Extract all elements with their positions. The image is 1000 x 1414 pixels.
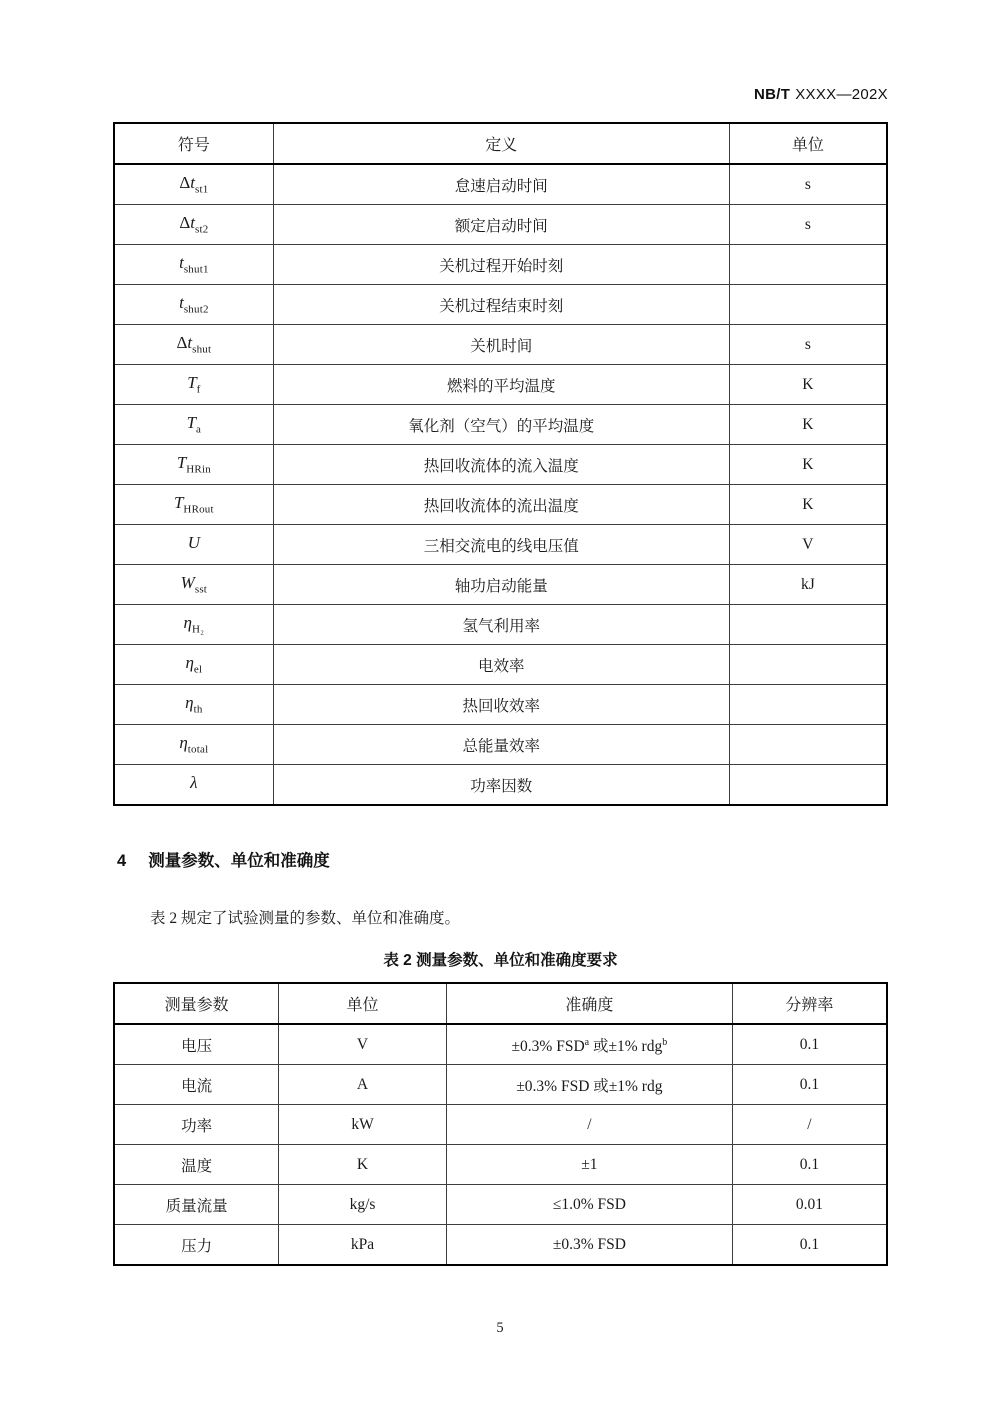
definition-cell: 功率因数 [273,765,729,806]
accuracy-text: ±0.3% FSD [511,1037,585,1055]
unit-cell [729,725,887,765]
table-row [114,1185,887,1225]
unit-cell [729,245,887,285]
parameter-cell: 温度 [114,1145,279,1185]
table-row [114,1225,887,1266]
symbol-cell [114,285,273,325]
unit-cell: s [729,164,887,205]
symbol-base: U [187,533,200,553]
accuracy-cell [446,1024,732,1065]
unit-cell [729,645,887,685]
symbol-subscript: HRout [183,503,214,516]
symbol-subscript: shut2 [183,303,209,316]
table-row [114,765,887,806]
resolution-cell: 0.1 [732,1065,887,1105]
symbol-base: T [176,453,187,473]
definition-cell: 燃料的平均温度 [273,365,729,405]
resolution-cell: 0.1 [732,1024,887,1065]
symbol-subscript: sst [194,583,208,596]
column-header-definition: 定义 [273,123,729,164]
symbol-base: λ [190,773,198,793]
table-row [114,605,887,645]
definition-cell: 关机过程开始时刻 [273,245,729,285]
symbol-subscript: st2 [194,223,209,236]
symbol-cell [114,325,273,365]
definition-cell: 总能量效率 [273,725,729,765]
table-row [114,1145,887,1185]
symbol-cell [114,645,273,685]
symbol-base: η [185,653,194,673]
symbol-cell [114,445,273,485]
symbol-subscript: a [196,423,202,436]
column-header-parameter: 测量参数 [114,983,279,1024]
unit-cell: K [729,405,887,445]
column-header-resolution: 分辨率 [732,983,887,1024]
symbol-base: T [187,373,197,393]
symbol-cell [114,245,273,285]
symbol-base: η [179,733,188,753]
symbol-cell [114,164,273,205]
table-row [114,565,887,605]
resolution-cell: 0.01 [732,1185,887,1225]
definition-cell: 电效率 [273,645,729,685]
symbols-table-header-row [114,123,887,164]
symbol-subscript: HRin [186,463,211,476]
standard-code-prefix: NB/T [754,86,791,103]
resolution-cell: 0.1 [732,1225,887,1266]
symbol-cell [114,405,273,445]
accuracy-cell: ±1 [446,1145,732,1185]
column-header-unit: 单位 [729,123,887,164]
definition-cell: 关机过程结束时刻 [273,285,729,325]
symbol-subscript: shut1 [183,263,209,276]
column-header-symbol: 符号 [114,123,273,164]
symbol-subscript: H₂ [191,623,205,636]
footnote-ref-b: b [662,1036,668,1048]
table-row [114,164,887,205]
symbol-base: η [183,613,192,633]
accuracy-text: 或±1% rdg [589,1037,663,1055]
table-row [114,285,887,325]
parameter-cell: 电流 [114,1065,279,1105]
symbol-cell [114,565,273,605]
parameter-cell: 质量流量 [114,1185,279,1225]
symbol-subscript: el [193,663,203,676]
unit-cell: kPa [279,1225,447,1266]
symbol-base: t [187,333,193,353]
symbol-subscript: f [196,383,201,396]
definition-cell: 怠速启动时间 [273,164,729,205]
standard-code-rest: XXXX—202X [795,86,888,103]
symbols-table [113,122,888,806]
column-header-unit: 单位 [279,983,447,1024]
unit-cell [729,605,887,645]
resolution-cell: 0.1 [732,1145,887,1185]
table-row [114,525,887,565]
table-row [114,245,887,285]
symbol-cell [114,485,273,525]
measurement-parameters-table [113,982,888,1266]
definition-cell: 关机时间 [273,325,729,365]
body-paragraph: 表 2 规定了试验测量的参数、单位和准确度。 [150,910,461,927]
unit-cell: K [279,1145,447,1185]
symbol-cell [114,725,273,765]
table-row [114,1024,887,1065]
definition-cell: 额定启动时间 [273,205,729,245]
table-row [114,1065,887,1105]
table2-caption: 表 2 测量参数、单位和准确度要求 [383,952,618,969]
accuracy-cell: ±0.3% FSD [446,1225,732,1266]
symbol-base: t [190,213,195,233]
unit-cell: s [729,205,887,245]
table-row [114,645,887,685]
table-row [114,405,887,445]
table-row [114,445,887,485]
symbol-cell [114,765,273,806]
page-number: 5 [496,1320,504,1336]
section-number: 4 [117,852,127,870]
symbol-subscript: st1 [194,183,209,196]
unit-cell: V [279,1024,447,1065]
table-row [114,485,887,525]
unit-cell: A [279,1065,447,1105]
symbol-cell [114,205,273,245]
symbol-base: t [179,293,184,313]
definition-cell: 热回收效率 [273,685,729,725]
symbol-base: t [190,173,195,193]
parameter-cell: 压力 [114,1225,279,1266]
parameter-cell: 功率 [114,1105,279,1145]
symbol-cell [114,685,273,725]
table-row [114,365,887,405]
symbol-prefix: Δ [179,173,191,193]
table-row [114,1105,887,1145]
definition-cell: 氢气利用率 [273,605,729,645]
unit-cell: K [729,365,887,405]
definition-cell: 氧化剂（空气）的平均温度 [273,405,729,445]
symbol-cell [114,365,273,405]
symbol-cell [114,525,273,565]
symbol-base: W [180,573,195,593]
definition-cell: 轴功启动能量 [273,565,729,605]
measurement-table-header-row [114,983,887,1024]
parameter-cell: 电压 [114,1024,279,1065]
unit-cell: K [729,445,887,485]
symbol-base: T [173,493,184,513]
footnote-ref-a: a [584,1036,590,1048]
column-header-accuracy: 准确度 [446,983,732,1024]
table-row [114,685,887,725]
symbol-base: T [186,413,197,433]
symbol-prefix: Δ [179,213,191,233]
table-row [114,205,887,245]
unit-cell [729,285,887,325]
unit-cell: kJ [729,565,887,605]
unit-cell: K [729,485,887,525]
section-title: 测量参数、单位和准确度 [148,852,330,870]
table-row [114,325,887,365]
unit-cell: s [729,325,887,365]
accuracy-cell: ≤1.0% FSD [446,1185,732,1225]
page-header [754,86,888,103]
definition-cell: 热回收流体的流出温度 [273,485,729,525]
section-heading [117,847,330,871]
unit-cell: V [729,525,887,565]
definition-cell: 热回收流体的流入温度 [273,445,729,485]
symbol-subscript: shut [192,343,212,356]
unit-cell: kg/s [279,1185,447,1225]
accuracy-cell: / [446,1105,732,1145]
symbol-subscript: th [193,703,203,716]
definition-cell: 三相交流电的线电压值 [273,525,729,565]
table-row [114,725,887,765]
symbol-prefix: Δ [176,333,188,353]
symbol-base: t [179,253,184,273]
unit-cell: kW [279,1105,447,1145]
symbol-cell [114,605,273,645]
accuracy-cell: ±0.3% FSD 或±1% rdg [446,1065,732,1105]
symbol-base: η [185,693,194,713]
symbol-subscript: total [187,743,209,756]
resolution-cell: / [732,1105,887,1145]
unit-cell [729,685,887,725]
unit-cell [729,765,887,806]
